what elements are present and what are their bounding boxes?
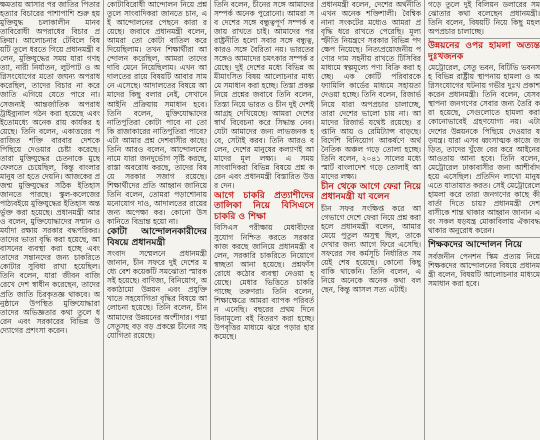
column-5-extra-text: সর্বজনীন পেনশন স্কিম প্রত্যয় নিয়ে শিক্ষকদের আন্দোলনের বিষয়ে প্রধানমন্ত্রী বলেন, বিষয়টি আলোচনার মাধ্যমে সমাধান করা হবে। — [428, 251, 540, 288]
column-3-text-bottom: বিসিএস পরীক্ষায় মেধাবীদের সুযোগ নিশ্চিত করতে সরকার কাজ করছে জানিয়ে প্রধানমন্ত্রী বলেন, সরকারি চাকরিতে নিয়োগে স্বচ্ছতা আনা হয়েছে। প্রশ্নফাঁস রোধে কঠোর ব্যবস্থা নেওয়া হয়েছে। মেধার ভিত্তিতে চাকরি পাচ্ছে তরুণরা। তিনি বলেন, শিক্ষাক্ষেত্রে আমরা ব্যাপক পরিবর্তন এনেছি। বছরের প্রথম দিনে বিনামূল্যে বই বিতরণ করা হচ্ছে। উপবৃত্তির মাধ্যমে ঝরে পড়ার হার কমেছে। — [214, 223, 314, 342]
column-divider — [424, 0, 425, 440]
column-divider — [210, 0, 211, 440]
column-1-text: ক্ষমতায় আসার পর জাতির পিতার হত্যার বিচারের পাশাপাশি শুরু হয় মুক্তিযুদ্ধ চলাকালীন মানবতাবিরোধী অপরাধের বিচার প্রক্রিয়া। আলোচনার টেবিলে বিষয়টি তুলে ধরতে গিয়ে প্রধানমন্ত্রী বলেন, মুক্তিযুদ্ধের সময় যারা গণহত্যা, নারী নির্যাতন, লুটপাট ও অগ্নিসংযোগের মতো জঘন্য অপরাধ করেছিল, তাদের বিচার না করে জাতি এগিয়ে যেতে পারে না। সেজন্যই আন্তর্জাতিক অপরাধ ট্রাইব্যুনাল গঠন করা হয়েছে এবং ইতোমধ্যে অনেক রায় কার্যকর হয়েছে। তিনি বলেন, একাত্তরের পরাজিত শক্তি বারবার দেশকে পিছিয়ে দেওয়ার চেষ্টা করেছে। তারা মুক্তিযুদ্ধের চেতনাকে মুছে ফেলতে চেয়েছিল, কিন্তু বাংলার মানুষ তা হতে দেয়নি। আজকের প্রজন্ম মুক্তিযুদ্ধের সঠিক ইতিহাস জানতে পারছে। স্কুল-কলেজের পাঠ্যবইয়ে মুক্তিযুদ্ধের ইতিহাস অন্তর্ভুক্ত করা হয়েছে। প্রধানমন্ত্রী আরও বলেন, মুক্তিযোদ্ধাদের সম্মান ও মর্যাদা রক্ষায় সরকার বদ্ধপরিকর। তাদের ভাতা বৃদ্ধি করা হয়েছে, আবাসনের ব্যবস্থা করা হচ্ছে এবং তাদের সন্তানদের জন্য চাকরিতে কোটার সুবিধা রাখা হয়েছিল। তিনি বলেন, যারা জীবন বাজি রেখে দেশ স্বাধীন করেছেন, তাদের প্রতি জাতি চিরকৃতজ্ঞ থাকবে। অনুষ্ঠানে উপস্থিত মুক্তিযোদ্ধারা তাদের অভিজ্ঞতার কথা তুলে ধরেন এবং সরকারের বিভিন্ন উদ্যোগের প্রশংসা করেন। — [0, 0, 100, 335]
column-4-text-top: প্রধানমন্ত্রী বলেন, দেশের অর্থনীতি এখন অনেক শক্তিশালী। বৈশ্বিক নানা সংকটের মধ্যেও আমরা প্রবৃদ্ধি ধরে রাখতে পেরেছি। মূল্যস্ফীতি নিয়ন্ত্রণে সরকার বিভিন্ন পদক্ষেপ নিয়েছে। নিত্যপ্রয়োজনীয় পণ্যের দাম সহনীয় রাখতে টিসিবির মাধ্যমে স্বল্পমূল্যে পণ্য বিক্রি করা হচ্ছে। এক কোটি পরিবারকে ফ্যামিলি কার্ডের মাধ্যমে সহায়তা দেওয়া হচ্ছে। তিনি বলেন, রিজার্ভ নিয়ে যারা অপপ্রচার চালাচ্ছে, তারা দেশের ভালো চায় না। আমাদের রিজার্ভ যথেষ্ট রয়েছে। রপ্তানি আয় ও রেমিট্যান্স বাড়ছে। বিদেশি বিনিয়োগ আকর্ষণে অর্থনৈতিক অঞ্চল গড়ে তোলা হচ্ছে। তিনি বলেন, ২০৪১ সালের মধ্যে স্মার্ট বাংলাদেশ গড়ে তোলাই আমাদের লক্ষ্য। — [321, 0, 421, 181]
section-divider — [428, 237, 540, 238]
column-1 — [0, 0, 100, 440]
column-5-extra-heading: শিক্ষকদের আন্দোলন নিয়ে — [428, 240, 522, 251]
column-4 — [321, 0, 421, 440]
column-2-text-bottom: সংবাদ সম্মেলনে প্রধানমন্ত্রী জানান, চীন সফরে দুই দেশের মধ্যে বেশ কয়েকটি সমঝোতা স্মারক সই হয়েছে। বাণিজ্য, বিনিয়োগ, অবকাঠামো উন্নয়ন এবং প্রযুক্তি খাতে সহযোগিতা বৃদ্ধির বিষয়ে আলোচনা হয়েছে। তিনি বলেন, চীন আমাদের উন্নয়নের অংশীদার। পদ্মা সেতুসহ বড় বড় প্রকল্পে চীনের সহযোগিতা রয়েছে। — [107, 249, 207, 340]
column-2 — [107, 0, 207, 440]
section-divider — [428, 38, 540, 39]
column-3-text-top: তিনি বলেন, চীনের সঙ্গে আমাদের সম্পর্ক অনেক পুরোনো। আমরা সব দেশের সঙ্গে বন্ধুত্বপূর্ণ সম্পর্ক বজায় রাখতে চাই। আমাদের পররাষ্ট্রনীতি হলো সবার সঙ্গে বন্ধুত্ব, কারও সঙ্গে বৈরিতা নয়। ভারতের সঙ্গেও আমাদের চমৎকার সম্পর্ক রয়েছে। দুই দেশের মধ্যে বিভিন্ন অমীমাংসিত বিষয় আলোচনার মাধ্যমে সমাধান করা হচ্ছে। তিস্তা প্রকল্প নিয়ে প্রশ্নের জবাবে তিনি বলেন, তিস্তা নিয়ে ভারত ও চীন দুই দেশই আগ্রহ দেখিয়েছে। আমরা দেশের স্বার্থ বিবেচনা করে সিদ্ধান্ত নেব। যেটা আমাদের জন্য লাভজনক হবে, সেটাই করব। তিনি আরও বলেন, দেশের মানুষের কল্যাণই আমাদের মূল লক্ষ্য। এ সময় সাংবাদিকরা বিভিন্ন বিষয়ে প্রশ্ন করেন এবং প্রধানমন্ত্রী বিস্তারিত উত্তর দেন। — [214, 0, 314, 190]
column-divider — [317, 0, 318, 440]
column-4-text-bottom: চীন সফর সংক্ষিপ্ত করে আগেভাগে দেশে ফেরা নিয়ে প্রশ্ন করা হলে প্রধানমন্ত্রী বলেন, আমার মেয়ে পুতুল অসুস্থ ছিল, তাকে দেখার জন্য আগে ফিরে এসেছি। সফরের সব কর্মসূচি নির্ধারিত সময়েই শেষ হয়েছে। কোনো কিছু বাকি থাকেনি। তিনি বলেন, এ নিয়ে অনেকে অনেক কথা বলছেন, কিন্তু আসল সত্য এটাই। — [321, 203, 421, 295]
column-2-text-top: কোটাবিরোধী আন্দোলন নিয়ে প্রশ্ন তুলে সাংবাদিকরা জানতে চান, এই আন্দোলনের পেছনে কারা রয়েছে। জবাবে প্রধানমন্ত্রী বলেন, আমরা তো কোটা বাতিল করে দিয়েছিলাম। তখন শিক্ষার্থীরা আন্দোলন করেছিল, আমরা তাদের দাবি মেনে নিয়েছিলাম। এখন আদালতের রায়ে বিষয়টি আবার সামনে এসেছে। আদালতের বিষয়ে আমাদের কিছু বলার নেই, সেখানে আইনি প্রক্রিয়ায় সমাধান হবে। তিনি বলেন, মুক্তিযোদ্ধাদের নাতিপুতিরা কোটা পাবে না তো কি রাজাকারের নাতিপুতিরা পাবে? এটা আমার প্রশ্ন দেশবাসীর কাছে। তিনি আরও বলেন, আন্দোলনের নামে যারা জনদুর্ভোগ সৃষ্টি করছে, রাস্তা অবরোধ করছে, তাদের বিষয়ে সরকার সজাগ রয়েছে। শিক্ষার্থীদের প্রতি আহ্বান জানিয়ে তিনি বলেন, তোমরা পড়াশোনায় মনোযোগ দাও, আদালতের রায়ের জন্য অপেক্ষা কর। কোনো উসকানিতে বিভ্রান্ত হয়ো না। — [107, 0, 207, 227]
column-4-heading: চীন থেকে আগে ফেরা নিয়ে প্রধানমন্ত্রী যা বলেন — [321, 181, 421, 203]
column-3-heading: আগে চাকরি প্রত্যাশীদের তালিকা নিয়ে বিসিএসে চাকরি ও শিক্ষা — [214, 190, 314, 222]
column-3 — [214, 0, 314, 440]
column-5 — [428, 0, 540, 440]
column-2-heading: কোটা আন্দোলনকারীদের বিষয়ে প্রধানমন্ত্রী — [107, 227, 207, 248]
column-divider — [103, 0, 104, 440]
column-5-text-bottom: মেট্রোরেল, সেতু ভবন, বিটিভি ভবনসহ বিভিন্ন রাষ্ট্রীয় স্থাপনায় হামলা ও অগ্নিসংযোগের ঘটনায় গভীর দুঃখ প্রকাশ করেন প্রধানমন্ত্রী। তিনি বলেন, যেসব স্থাপনা জনগণের সেবার জন্য তৈরি করা হয়েছে, সেগুলোতে হামলা করা কোনোভাবেই গ্রহণযোগ্য নয়। এটা দেশের উন্নয়নকে পিছিয়ে দেওয়ার ষড়যন্ত্র। যারা এসব ধ্বংসাত্মক কাজে জড়িত, তাদের খুঁজে বের করে আইনের আওতায় আনা হবে। তিনি বলেন, মেট্রোরেল ঢাকাবাসীর জন্য আশীর্বাদ হয়ে এসেছিল। প্রতিদিন লাখো মানুষ এতে যাতায়াত করত। সেই মেট্রোরেলে হামলা করে তারা জনগণের কাছে কী বার্তা দিতে চায়? প্রধানমন্ত্রী দেশবাসীকে শান্ত থাকার আহ্বান জানান এবং সকল ষড়যন্ত্র মোকাবিলায় ঐক্যবদ্ধ থাকার অনুরোধ করেন। — [428, 63, 540, 236]
column-5-heading: উন্নয়নের ওপর হামলা অত্যন্ত দুঃখজনক — [428, 41, 540, 62]
column-5-text-top: গড়ে তুলে দুই বিলিয়ন ডলারের সমঝোতার কথা বলেছেন প্রধানমন্ত্রী। তিনি বলেন, বিষয়টি নিয়ে কিছু মহল অপপ্রচার চালাচ্ছে। — [428, 0, 540, 37]
